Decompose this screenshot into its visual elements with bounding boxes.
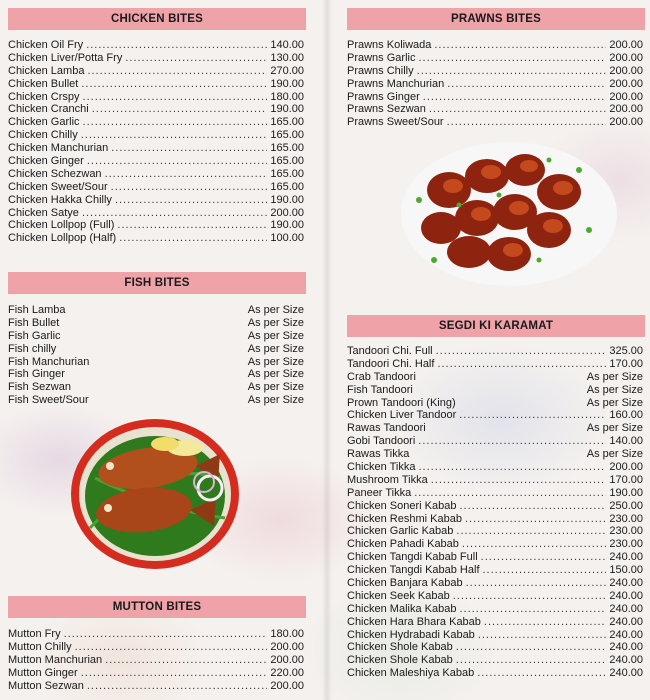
menu-item-name: Prawns Ginger [347,90,420,103]
menu-item-price: 200.00 [270,206,304,219]
menu-item-price: 240.00 [609,654,643,667]
menu-item [8,129,304,142]
menu-item-name: Mushroom Tikka [347,473,428,486]
menu-item-price: 165.00 [270,129,304,142]
menu-item [8,232,304,245]
menu-item-price: As per Size [247,329,304,342]
menu-item-price: 200.00 [609,116,643,129]
menu-item-name: Chicken Hydrabadi Kabab [347,628,475,641]
leader-dots [105,168,268,181]
menu-item-name: Chicken Lollpop (Full) [8,219,115,232]
menu-item-price: 190.00 [270,103,304,116]
leader-dots [429,103,606,116]
leader-dots [83,91,268,104]
menu-item-name: Prawns Manchurian [347,77,445,90]
menu-item-name: Crab Tandoori [347,370,416,383]
leader-dots [459,409,606,422]
menu-item-price: 100.00 [270,232,304,245]
menu-item-price: 240.00 [609,589,643,602]
menu-item [347,78,643,91]
menu-item-price: As per Size [247,368,304,381]
menu-item-price: 230.00 [609,512,643,525]
menu-item [347,474,643,487]
leader-dots [456,654,607,667]
menu-item-name: Chicken Liver/Potta Fry [8,51,123,64]
menu-item-price: 240.00 [609,551,643,564]
menu-item-name: Chicken Garlic Kabab [347,525,454,538]
chicken-bites-title: CHICKEN BITES [110,13,204,25]
menu-item-price: 200.00 [270,653,304,666]
menu-item-price: 230.00 [609,538,643,551]
menu-item-name: Chicken Oil Fry [8,39,84,51]
menu-item-price: 190.00 [609,486,643,499]
leader-dots [105,654,267,667]
menu-item-name: Chicken Garlic [8,116,80,129]
menu-item-price: 190.00 [270,193,304,206]
leader-dots [453,590,607,603]
menu-item [347,667,643,680]
menu-item-price: 165.00 [270,142,304,155]
menu-item-name: Chicken Hara Bhara Kabab [347,615,481,628]
menu-item [8,39,304,52]
leader-dots [459,500,606,513]
prawns-bites-list [347,39,643,129]
menu-item-price: 240.00 [609,641,643,654]
menu-item-price: 200.00 [609,39,643,51]
prawns-bites-header [347,8,645,30]
menu-item [8,394,304,407]
menu-item [347,641,643,654]
menu-item-name: Fish Ginger [8,368,65,381]
leader-dots [465,513,606,526]
menu-item-price: 240.00 [609,615,643,628]
leader-dots [466,577,607,590]
menu-item [347,513,643,526]
menu-item [8,78,304,91]
menu-item-price: As per Size [586,396,643,409]
menu-item [347,397,643,410]
leader-dots [115,194,267,207]
leader-dots [481,551,607,564]
menu-item-name: Chicken Tangdi Kabab Half [347,564,480,577]
menu-item-price: As per Size [247,394,304,407]
menu-item-name: Chicken Banjara Kabab [347,577,463,590]
menu-item-price: 140.00 [609,435,643,448]
menu-item-price: 200.00 [609,90,643,103]
menu-item [8,91,304,104]
menu-item-price: 190.00 [270,219,304,232]
page-fold [322,0,332,700]
menu-item-name: Chicken Pahadi Kabab [347,538,459,551]
leader-dots [434,39,606,52]
menu-item [347,577,643,590]
menu-item [347,654,643,667]
menu-item [347,564,643,577]
menu-item [8,181,304,194]
menu-item-price: As per Size [586,422,643,435]
menu-item [8,194,304,207]
menu-item-name: Mutton Chilly [8,640,72,653]
leader-dots [483,564,607,577]
menu-item-price: 200.00 [609,77,643,90]
menu-item-name: Fish Sweet/Sour [8,394,89,407]
menu-item-name: Chicken Ginger [8,155,84,168]
menu-item-name: Chicken Chilly [8,129,78,142]
menu-item-name: Fish Garlic [8,329,61,342]
mutton-bites-title: MUTTON BITES [112,601,202,613]
menu-item-price: 165.00 [270,155,304,168]
leader-dots [87,155,268,168]
segdi-ki-karamat-title: SEGDI KI KARAMAT [438,320,554,332]
menu-item-name: Chicken Tangdi Kabab Full [347,551,478,564]
menu-item-name: Mutton Ginger [8,666,78,679]
menu-item [347,384,643,397]
menu-item-price: 270.00 [270,64,304,77]
leader-dots [478,629,607,642]
menu-item [347,52,643,65]
menu-item [8,142,304,155]
menu-item-price: As per Size [247,355,304,368]
menu-item-price: 200.00 [270,679,304,692]
menu-item [8,667,304,680]
menu-item-name: Tandoori Chi. Full [347,345,433,357]
menu-item-price: 325.00 [609,345,643,357]
menu-item-price: 140.00 [270,39,304,51]
menu-item [8,207,304,220]
menu-item [347,487,643,500]
menu-item-price: 190.00 [270,77,304,90]
menu-item-name: Fish Tandoori [347,383,413,396]
prawns-bites-title: PRAWNS BITES [451,13,541,25]
leader-dots [119,232,267,245]
fish-bites-header [8,272,306,294]
leader-dots [447,78,606,91]
leader-dots [81,667,268,680]
menu-item-name: Chicken Sweet/Sour [8,180,108,193]
menu-item-price: 180.00 [270,90,304,103]
menu-item-name: Chicken Crspy [8,90,80,103]
segdi-ki-karamat-header [347,315,645,337]
menu-item-price: 200.00 [609,461,643,474]
menu-item-name: Chicken Shole Kabab [347,654,453,667]
menu-item [8,654,304,667]
chicken-bites-header [8,8,306,30]
menu-item [347,448,643,461]
menu-item [347,629,643,642]
menu-item-price: 200.00 [609,51,643,64]
menu-item-price: 130.00 [270,51,304,64]
fish-bites-list [8,304,304,407]
menu-item [347,525,643,538]
menu-item-price: 240.00 [609,602,643,615]
leader-dots [87,680,268,693]
leader-dots [447,116,607,129]
leader-dots [456,641,607,654]
menu-item [347,345,643,358]
menu-item [347,103,643,116]
menu-item-name: Prawns Koliwada [347,39,432,51]
menu-item [8,52,304,65]
menu-item [347,422,643,435]
menu-item-name: Mutton Manchurian [8,653,103,666]
menu-item-price: 240.00 [609,667,643,680]
menu-item [8,628,304,641]
leader-dots [456,525,606,538]
menu-item-name: Chicken Seek Kabab [347,589,450,602]
menu-item-name: Chicken Cranchi [8,103,89,116]
leader-dots [81,129,268,142]
mutton-bites-list [8,628,304,692]
menu-item-price: 170.00 [609,357,643,370]
menu-item-price: 240.00 [609,628,643,641]
menu-item-name: Prawns Chilly [347,64,414,77]
menu-item-name: Chicken Soneri Kabab [347,499,457,512]
menu-item [8,356,304,369]
menu-item-name: Fish chilly [8,342,57,355]
menu-item-name: Rawas Tikka [347,448,410,461]
menu-item-name: Tandoori Chi. Half [347,357,435,370]
menu-item [8,680,304,693]
leader-dots [82,207,267,220]
leader-dots [462,538,606,551]
menu-item-name: Chicken Hakka Chilly [8,193,112,206]
leader-dots [117,219,267,232]
menu-item-name: Mutton Fry [8,628,61,640]
menu-item-name: Mutton Sezwan [8,679,84,692]
menu-item-name: Chicken Malika Kabab [347,602,457,615]
menu-item [8,155,304,168]
menu-item [347,371,643,384]
menu-item [8,641,304,654]
menu-item-name: Chicken Reshmi Kabab [347,512,462,525]
leader-dots [75,641,268,654]
menu-item-name: Fish Sezwan [8,381,71,394]
leader-dots [484,616,606,629]
menu-item-name: Fish Manchurian [8,355,90,368]
menu-item-name: Rawas Tandoori [347,422,426,435]
menu-item [8,368,304,381]
menu-item-name: Prown Tandoori (King) [347,396,456,409]
menu-item-name: Paneer Tikka [347,486,412,499]
menu-item-price: 200.00 [270,640,304,653]
fried-prawns-photo [399,140,619,288]
leader-dots [83,116,268,129]
menu-item [347,409,643,422]
menu-item-price: As per Size [247,342,304,355]
leader-dots [111,181,268,194]
leader-dots [417,65,607,78]
menu-item [8,168,304,181]
leader-dots [418,461,606,474]
menu-item-name: Chicken Liver Tandoor [347,409,457,422]
leader-dots [459,603,606,616]
menu-item-name: Chicken Lollpop (Half) [8,232,117,245]
menu-item [8,304,304,317]
menu-item-price: 165.00 [270,180,304,193]
menu-item-price: 200.00 [609,64,643,77]
fish-bites-title: FISH BITES [124,277,190,289]
menu-item [8,317,304,330]
menu-item [347,551,643,564]
menu-item [8,330,304,343]
menu-item [8,219,304,232]
mutton-bites-header [8,596,306,618]
menu-item-price: 250.00 [609,499,643,512]
menu-item-price: 230.00 [609,525,643,538]
menu-item [347,39,643,52]
menu-item-name: Chicken Manchurian [8,142,109,155]
menu-item [347,590,643,603]
menu-item-price: As per Size [586,370,643,383]
menu-item-price: 160.00 [609,409,643,422]
menu-item-price: 165.00 [270,167,304,180]
menu-item-name: Prawns Garlic [347,51,416,64]
segdi-ki-karamat-list [347,345,643,680]
menu-item-price: 180.00 [270,628,304,640]
menu-item-name: Chicken Bullet [8,77,79,90]
leader-dots [86,39,267,52]
menu-item [347,358,643,371]
leader-dots [125,52,267,65]
menu-item-price: As per Size [586,383,643,396]
menu-item-name: Chicken Satye [8,206,79,219]
menu-item [8,381,304,394]
leader-dots [92,103,268,116]
chicken-bites-list [8,39,304,245]
fried-fish-photo [70,418,240,570]
leader-dots [477,667,606,680]
menu-item [347,116,643,129]
menu-item-price: 150.00 [609,564,643,577]
menu-item-name: Chicken Lamba [8,64,85,77]
leader-dots [437,358,606,371]
leader-dots [423,91,607,104]
menu-item [347,616,643,629]
leader-dots [81,78,267,91]
menu-item [347,65,643,78]
menu-item-name: Chicken Shole Kabab [347,641,453,654]
menu-item [347,500,643,513]
leader-dots [431,474,607,487]
leader-dots [418,435,606,448]
menu-item [347,91,643,104]
menu-item [8,343,304,356]
leader-dots [64,628,268,641]
menu-item [8,103,304,116]
menu-item [8,116,304,129]
menu-item [347,603,643,616]
menu-item-price: 170.00 [609,473,643,486]
menu-item-price: As per Size [247,381,304,394]
menu-item [347,435,643,448]
menu-item-price: As per Size [247,316,304,329]
menu-item [347,538,643,551]
leader-dots [418,52,606,65]
menu-item [347,461,643,474]
menu-item-price: 200.00 [609,103,643,116]
menu-item-price: 240.00 [609,577,643,590]
menu-item-name: Chicken Schezwan [8,167,102,180]
menu-item-price: 165.00 [270,116,304,129]
leader-dots [111,142,267,155]
menu-item-price: 220.00 [270,666,304,679]
menu-item-name: Fish Bullet [8,316,60,329]
menu-item-name: Chicken Maleshiya Kabab [347,667,475,680]
menu-item-name: Fish Lamba [8,304,66,316]
menu-item-price: As per Size [586,448,643,461]
leader-dots [87,65,267,78]
menu-item [8,65,304,78]
leader-dots [436,345,607,358]
menu-item-name: Gobi Tandoori [347,435,416,448]
leader-dots [414,487,606,500]
menu-item-price: As per Size [247,304,304,316]
menu-item-name: Prawns Sweet/Sour [347,116,444,129]
menu-item-name: Prawns Sezwan [347,103,426,116]
menu-item-name: Chicken Tikka [347,461,416,474]
